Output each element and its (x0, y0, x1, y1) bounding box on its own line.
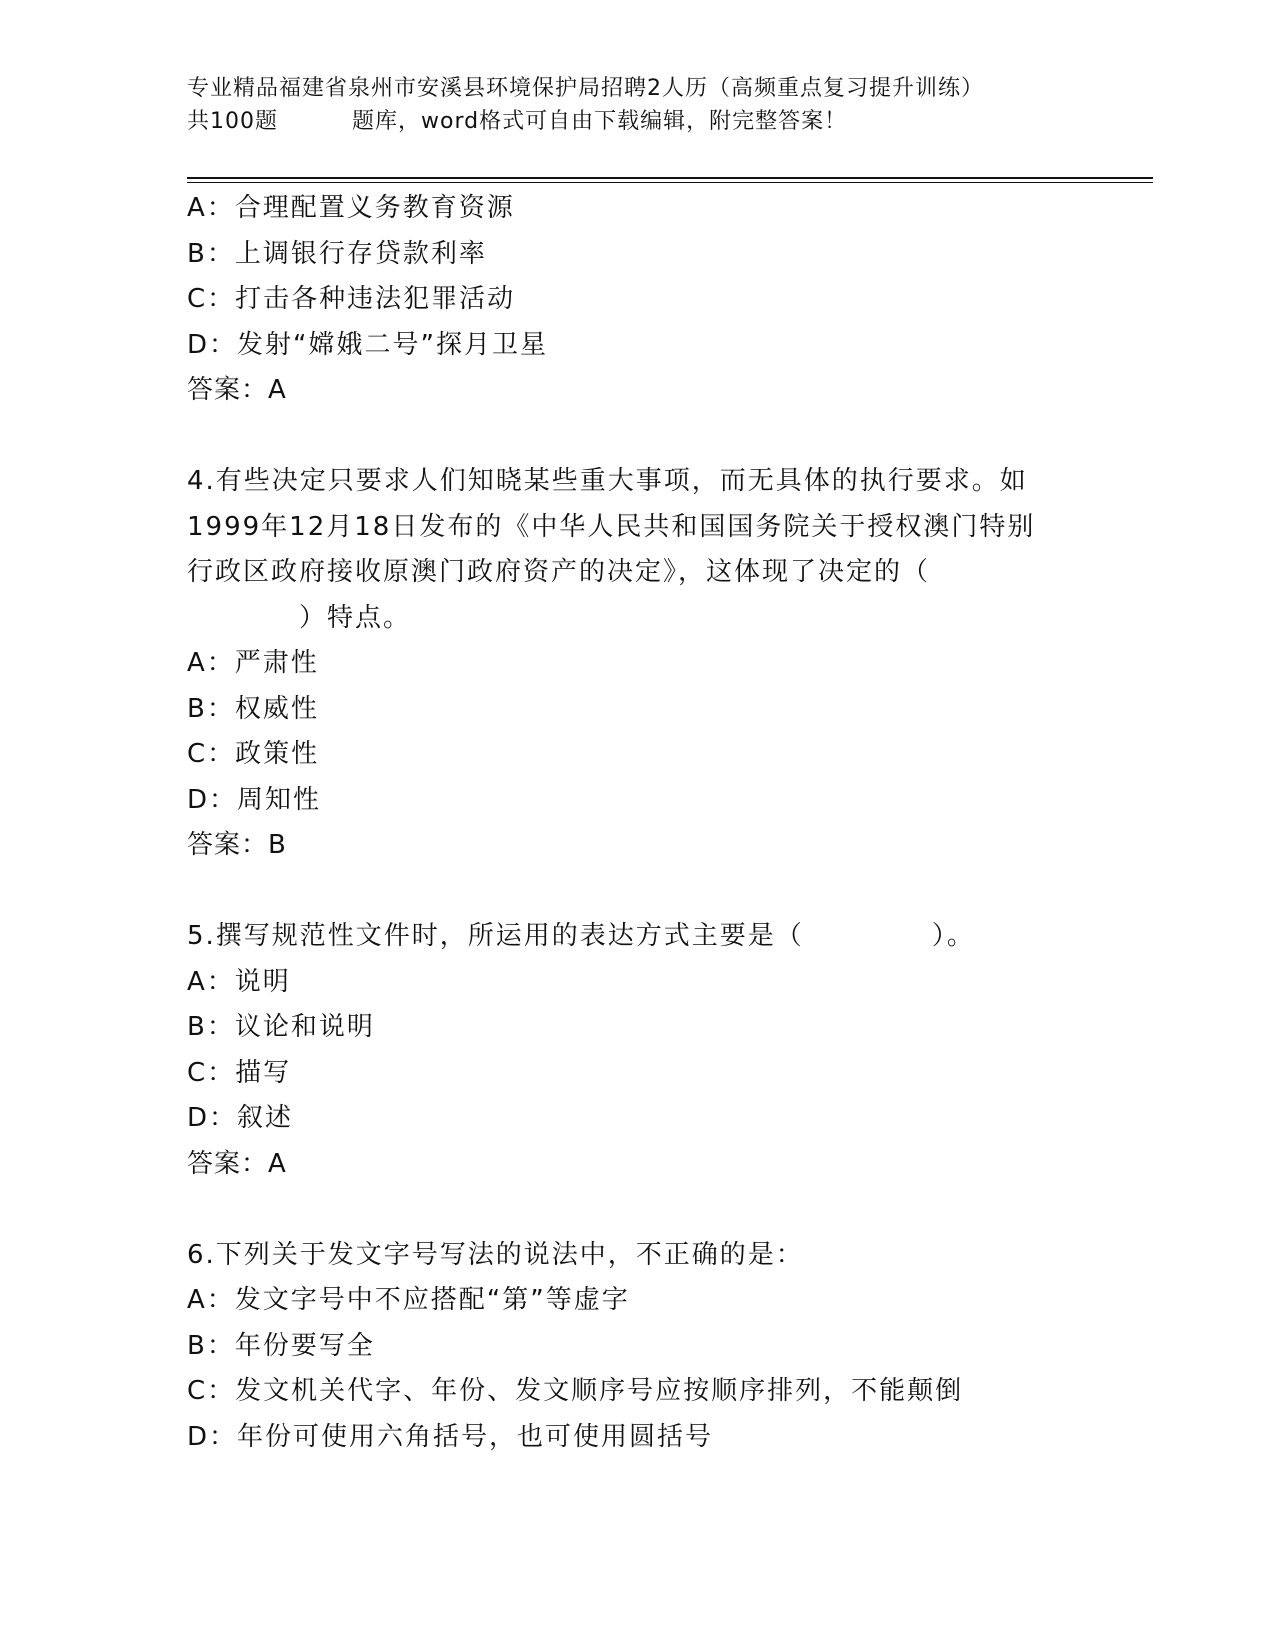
spacer (187, 414, 1087, 460)
q4-stem-line4 (187, 596, 1087, 642)
question-list (187, 186, 1087, 1460)
header-question-count: 共100题 (187, 109, 278, 134)
q5-stem-end: ）。 (931, 921, 975, 951)
q3-option-d: D：发射“嫦娥二号”探月卫星 (187, 329, 548, 360)
q5-option-a: A：说明 (187, 966, 291, 997)
q5-option-c: C：描写 (187, 1057, 292, 1088)
q5-option-b: B：议论和说明 (187, 1012, 375, 1042)
q5-answer: 答案：A (187, 1148, 287, 1179)
q5-stem-text: 5.撰写规范性文件时，所运用的表达方式主要是（ (187, 921, 804, 951)
header-title-line2 (187, 105, 1087, 138)
header-title-line1: 专业精品福建省泉州市安溪县环境保护局招聘2人历（高频重点复习提升训练） (187, 76, 984, 101)
q6-option-d: D：年份可使用六角括号，也可使用圆括号 (187, 1421, 714, 1452)
q3-option-a: A：合理配置义务教育资源 (187, 193, 515, 223)
q4-stem-line3: 行政区政府接收原澳门政府资产的决定》，这体现了决定的（ (187, 557, 931, 587)
spacer (187, 869, 1087, 915)
spacer (187, 1187, 1087, 1233)
q4-option-d: D：周知性 (187, 784, 322, 815)
q3-option-b: B：上调银行存贷款利率 (187, 238, 487, 269)
q5-option-d: D：叙述 (187, 1103, 294, 1133)
q4-stem-line4-text: ）特点。 (299, 602, 412, 633)
q5-stem (187, 914, 1087, 960)
q6-stem: 6.下列关于发文字号写法的说法中，不正确的是： (187, 1239, 804, 1270)
q3-option-c: C：打击各种违法犯罪活动 (187, 284, 516, 314)
q6-option-c: C：发文机关代字、年份、发文顺序号应按顺序排列，不能颠倒 (187, 1376, 964, 1406)
q6-option-b: B：年份要写全 (187, 1330, 375, 1361)
q6-option-a: A：发文字号中不应搭配“第”等虚字 (187, 1285, 630, 1315)
header-description: 题库，word格式可自由下载编辑，附完整答案！ (352, 109, 848, 134)
q3-answer: 答案：A (187, 375, 287, 405)
header-divider-thin (187, 182, 1153, 183)
q4-stem-line1: 4.有些决定只要求人们知晓某些重大事项，而无具体的执行要求。如 (187, 466, 1028, 496)
header-divider-thick (187, 177, 1153, 179)
q4-option-c: C：政策性 (187, 739, 320, 769)
q4-answer: 答案：B (187, 830, 287, 860)
page-header (187, 72, 1087, 138)
q4-option-b: B：权威性 (187, 693, 319, 724)
q4-option-a: A：严肃性 (187, 648, 319, 678)
q4-stem-line2: 1999年12月18日发布的《中华人民共和国国务院关于授权澳门特别 (187, 511, 1036, 542)
